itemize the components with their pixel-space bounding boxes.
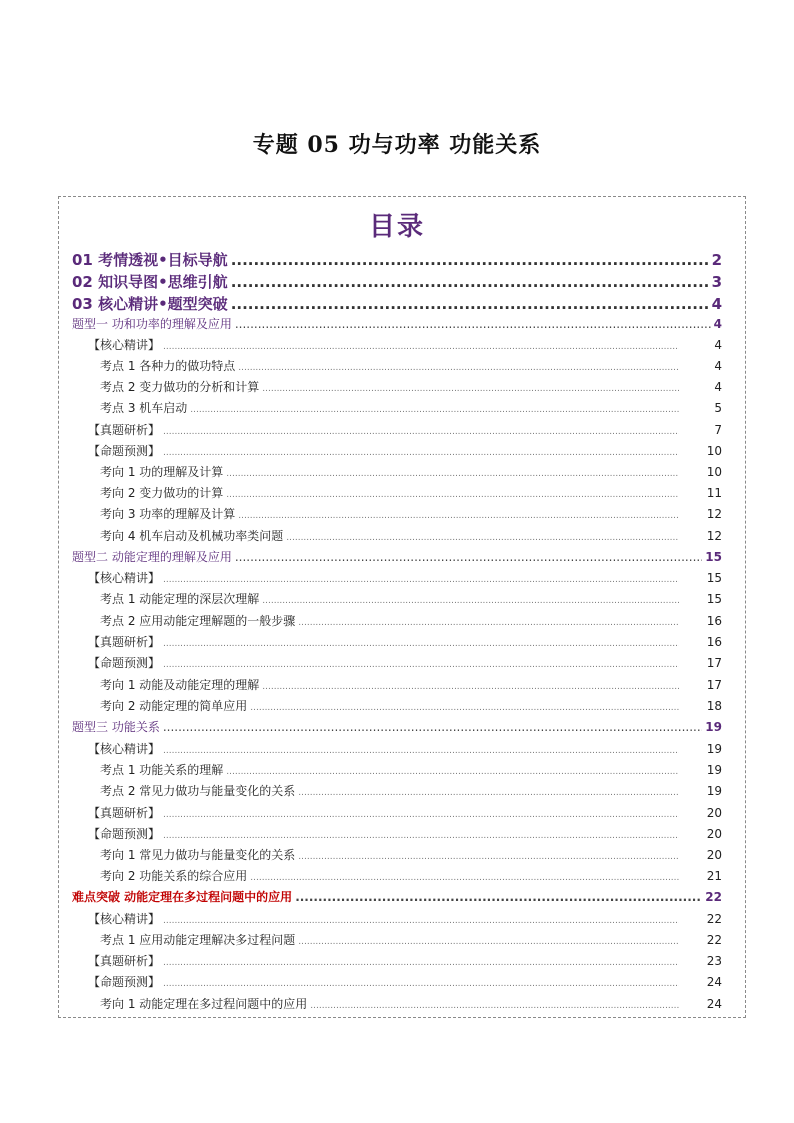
toc-entry-label: 03 核心精讲•题型突破 (72, 295, 228, 313)
toc-entry-label: 【核心精讲】 (88, 338, 161, 352)
toc-entry-label: 考点 3 机车启动 (100, 401, 188, 415)
toc-entry-label: 考向 1 功的理解及计算 (100, 465, 224, 479)
toc-entry-label: 【真题研析】 (88, 423, 161, 437)
toc-entry-page: 10 (706, 465, 722, 479)
toc-entry[interactable] (100, 484, 722, 504)
toc-leader-dots (238, 511, 679, 521)
toc-entry[interactable] (88, 569, 722, 589)
toc-entry-page: 22 (706, 912, 722, 926)
toc-entry-label: 考点 1 动能定理的深层次理解 (100, 592, 260, 606)
toc-entry-label: 考向 1 动能定理在多过程问题中的应用 (100, 997, 308, 1011)
toc-leader-dots (226, 767, 679, 777)
toc-entry[interactable] (100, 612, 722, 632)
toc-leader-dots (262, 682, 679, 692)
toc-leader-dots (163, 720, 702, 734)
toc-entry-page: 15 (705, 550, 722, 564)
toc-entry-label: 考点 2 常见力做功与能量变化的关系 (100, 784, 296, 798)
toc-entry[interactable] (72, 271, 722, 293)
toc-entry[interactable] (100, 399, 722, 419)
toc-entry-label: 考向 1 动能及动能定理的理解 (100, 678, 260, 692)
toc-leader-dots (163, 342, 679, 352)
toc-leader-dots (298, 852, 679, 862)
toc-leader-dots (231, 251, 709, 269)
toc-leader-dots (163, 639, 679, 649)
toc-entry[interactable] (88, 952, 722, 972)
toc-leader-dots (226, 490, 679, 500)
toc-entry-page: 19 (706, 784, 722, 798)
toc-entry[interactable] (72, 315, 722, 335)
toc-entry-page: 23 (706, 954, 722, 968)
toc-entry[interactable] (88, 442, 722, 462)
toc-entry-label: 【核心精讲】 (88, 571, 161, 585)
toc-leader-dots (231, 295, 709, 313)
toc-entry[interactable] (100, 931, 722, 951)
toc-entry-label: 考向 2 变力做功的计算 (100, 486, 224, 500)
toc-leader-dots (231, 273, 709, 291)
toc-entry[interactable] (100, 846, 722, 866)
toc-leader-dots (163, 831, 679, 841)
toc-entry[interactable] (88, 654, 722, 674)
toc-entry-label: 考向 4 机车启动及机械功率类问题 (100, 529, 284, 543)
toc-entry[interactable] (100, 782, 722, 802)
toc-leader-dots (163, 427, 679, 437)
toc-entry-page: 4 (711, 295, 722, 313)
toc-leader-dots (250, 873, 679, 883)
toc-entry[interactable] (100, 867, 722, 887)
toc-entry-page: 20 (706, 806, 722, 820)
toc-entry[interactable] (88, 910, 722, 930)
toc-leader-dots (190, 405, 679, 415)
toc-leader-dots (310, 1001, 679, 1011)
toc-leader-dots (235, 550, 702, 564)
toc-entry-page: 15 (706, 571, 722, 585)
toc-entry[interactable] (100, 676, 722, 696)
toc-entry-page: 4 (714, 359, 722, 373)
toc-entry[interactable] (100, 378, 722, 398)
toc-leader-dots (163, 810, 679, 820)
toc-entry-label: 【核心精讲】 (88, 742, 161, 756)
toc-entry-page: 16 (706, 614, 722, 628)
toc-entry[interactable] (88, 973, 722, 993)
toc-entry[interactable] (100, 995, 722, 1015)
toc-entry-page: 20 (706, 827, 722, 841)
toc-leader-dots (298, 788, 679, 798)
toc-entry-page: 17 (706, 678, 722, 692)
toc-entry[interactable] (72, 249, 722, 271)
toc-entry-page: 18 (706, 699, 722, 713)
toc-entry-page: 24 (706, 997, 722, 1011)
toc-entry-label: 【核心精讲】 (88, 912, 161, 926)
toc-leader-dots (163, 575, 679, 585)
toc-entry-label: 考点 2 变力做功的分析和计算 (100, 380, 260, 394)
toc-entry-label: 考向 1 常见力做功与能量变化的关系 (100, 848, 296, 862)
toc-entry[interactable] (100, 505, 722, 525)
toc-entry-page: 3 (711, 273, 722, 291)
toc-entry[interactable] (100, 357, 722, 377)
toc-entry-page: 4 (714, 338, 722, 352)
toc-leader-dots (163, 979, 679, 989)
toc-leader-dots (163, 660, 679, 670)
toc-entry-label: 考点 1 各种力的做功特点 (100, 359, 236, 373)
toc-entry[interactable] (72, 293, 722, 315)
toc-entry-label: 【真题研析】 (88, 954, 161, 968)
toc-entry-page: 19 (706, 742, 722, 756)
toc-entry-label: 【命题预测】 (88, 444, 161, 458)
toc-entry-page: 11 (706, 486, 722, 500)
toc-leader-dots (295, 890, 702, 904)
toc-entry-page: 22 (706, 933, 722, 947)
toc-leader-dots (226, 469, 679, 479)
toc-leader-dots (250, 703, 679, 713)
toc-leader-dots (163, 916, 679, 926)
toc-entry-label: 考点 2 应用动能定理解题的一般步骤 (100, 614, 296, 628)
toc-entry-page: 5 (714, 401, 722, 415)
toc-entry-label: 考向 2 动能定理的简单应用 (100, 699, 248, 713)
toc-entry-page: 17 (706, 656, 722, 670)
toc-entry-label: 【命题预测】 (88, 656, 161, 670)
toc-entry[interactable] (100, 697, 722, 717)
toc-entry-label: 【真题研析】 (88, 635, 161, 649)
toc-entry-label: 考向 3 功率的理解及计算 (100, 507, 236, 521)
toc-leader-dots (163, 958, 679, 968)
toc-entry-page: 19 (705, 720, 722, 734)
toc-leader-dots (262, 596, 679, 606)
toc-entry-label: 【命题预测】 (88, 975, 161, 989)
toc-leader-dots (235, 317, 711, 331)
toc-entry[interactable] (88, 336, 722, 356)
toc-entry-page: 21 (706, 869, 722, 883)
toc-entry-page: 7 (714, 423, 722, 437)
toc-entry-label: 考向 2 功能关系的综合应用 (100, 869, 248, 883)
toc-entry[interactable] (88, 804, 722, 824)
toc-entry-label: 难点突破 动能定理在多过程问题中的应用 (72, 890, 293, 904)
toc-leader-dots (298, 618, 679, 628)
toc-entry-label: 题型二 动能定理的理解及应用 (72, 550, 232, 564)
toc-entry-label: 题型一 功和功率的理解及应用 (72, 317, 232, 331)
toc-entry-page: 2 (711, 251, 722, 269)
toc-entry[interactable] (88, 740, 722, 760)
toc-heading: 目录 (368, 212, 425, 242)
toc-entry-label: 考点 1 应用动能定理解决多过程问题 (100, 933, 296, 947)
toc-entry-page: 19 (706, 763, 722, 777)
toc-entry[interactable] (72, 888, 722, 908)
toc-entry-page: 10 (706, 444, 722, 458)
toc-entry[interactable] (88, 825, 722, 845)
toc-entry-label: 考点 1 功能关系的理解 (100, 763, 224, 777)
toc-entry[interactable] (100, 463, 722, 483)
toc-entry-page: 15 (706, 592, 722, 606)
toc-entry[interactable] (100, 761, 722, 781)
toc-entry-page: 12 (706, 507, 722, 521)
toc-entry[interactable] (100, 527, 722, 547)
toc-entry-label: 01 考情透视•目标导航 (72, 251, 228, 269)
toc-entry-label: 【真题研析】 (88, 806, 161, 820)
toc-leader-dots (163, 746, 679, 756)
toc-entry[interactable] (88, 421, 722, 441)
toc-entry[interactable] (72, 718, 722, 738)
toc-entry-page: 22 (705, 890, 722, 904)
toc-entry-page: 24 (706, 975, 722, 989)
toc-entry[interactable] (100, 590, 722, 610)
toc-entry-page: 12 (706, 529, 722, 543)
toc-leader-dots (163, 448, 679, 458)
document-title: 专题 05 功与功率 功能关系 (252, 132, 542, 158)
toc-entry-page: 16 (706, 635, 722, 649)
toc-leader-dots (238, 363, 679, 373)
toc-entry-page: 4 (713, 317, 722, 331)
toc-entry-page: 4 (714, 380, 722, 394)
toc-entry-page: 20 (706, 848, 722, 862)
toc-entry[interactable] (72, 548, 722, 568)
toc-entry-label: 02 知识导图•思维引航 (72, 273, 228, 291)
toc-leader-dots (286, 533, 679, 543)
toc-entry-label: 【命题预测】 (88, 827, 161, 841)
toc-leader-dots (298, 937, 679, 947)
toc-leader-dots (262, 384, 679, 394)
toc-entry-label: 题型三 功能关系 (72, 720, 160, 734)
toc-entry[interactable] (88, 633, 722, 653)
